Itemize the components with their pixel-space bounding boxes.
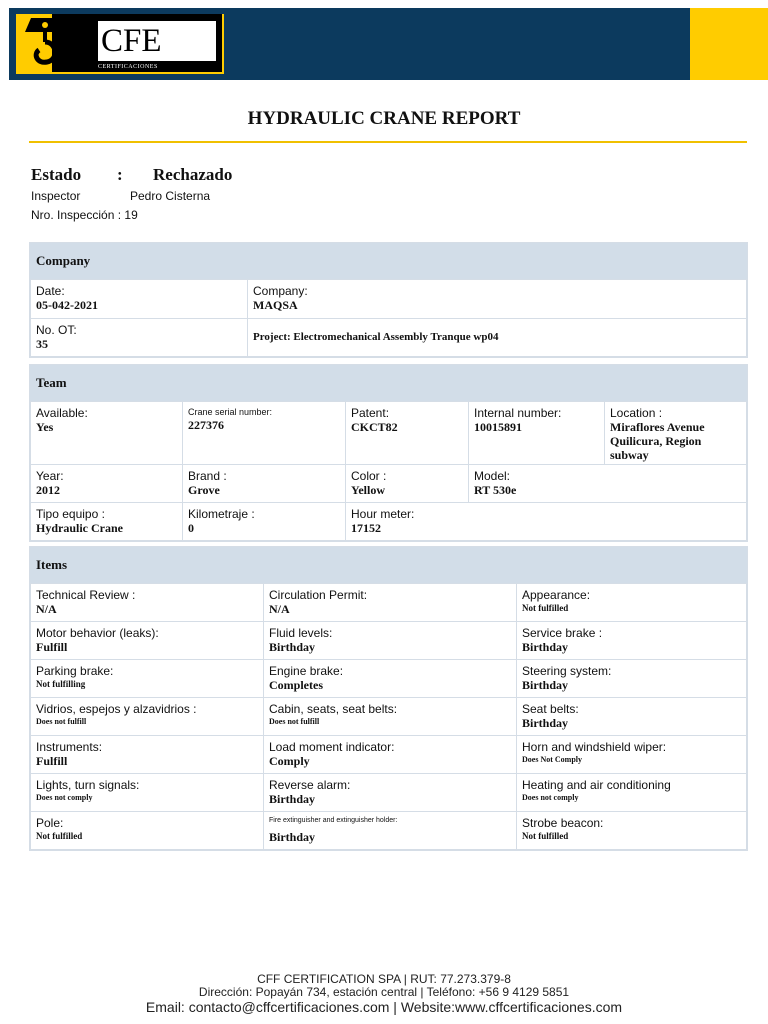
item-value: Does not comply bbox=[522, 793, 579, 802]
item-label: Strobe beacon: bbox=[522, 816, 604, 830]
year-cell bbox=[31, 465, 183, 503]
item-cell bbox=[264, 584, 517, 622]
item-label: Service brake : bbox=[522, 626, 603, 640]
item-value: Not fulfilled bbox=[36, 831, 83, 841]
model-value: RT 530e bbox=[474, 483, 517, 497]
status-value: Rechazado bbox=[153, 165, 233, 184]
item-label: Pole: bbox=[36, 816, 64, 830]
inspector-label: Inspector bbox=[31, 189, 81, 203]
company-section-heading: Company bbox=[30, 243, 747, 279]
crane-hook-icon bbox=[17, 16, 73, 70]
ot-label: No. OT: bbox=[36, 323, 77, 337]
item-cell bbox=[31, 660, 264, 698]
item-label: Lights, turn signals: bbox=[36, 778, 140, 792]
company-logo bbox=[16, 14, 224, 74]
item-label: Parking brake: bbox=[36, 664, 114, 678]
location-cell bbox=[605, 402, 747, 465]
km-cell bbox=[183, 503, 346, 541]
date-cell bbox=[31, 280, 248, 319]
hour-meter-value: 17152 bbox=[351, 521, 381, 535]
item-label: Cabin, seats, seat belts: bbox=[269, 702, 398, 716]
item-value: Does not fulfill bbox=[269, 717, 320, 726]
item-value: Fulfill bbox=[36, 640, 68, 654]
company-value: MAQSA bbox=[253, 298, 298, 312]
team-section bbox=[29, 364, 748, 542]
logo-subtitle: CERTIFICACIONES bbox=[98, 64, 158, 70]
item-value: Fulfill bbox=[36, 754, 68, 768]
tipo-cell bbox=[31, 503, 183, 541]
item-label: Reverse alarm: bbox=[269, 778, 351, 792]
km-label: Kilometraje : bbox=[188, 507, 255, 521]
page-footer bbox=[0, 973, 768, 1015]
item-cell bbox=[264, 698, 517, 736]
inspector-line bbox=[31, 189, 210, 203]
item-label: Motor behavior (leaks): bbox=[36, 626, 159, 640]
item-label: Seat belts: bbox=[522, 702, 579, 716]
tipo-label: Tipo equipo : bbox=[36, 507, 105, 521]
table-row bbox=[31, 736, 747, 774]
item-cell bbox=[264, 736, 517, 774]
logo-text: CFE bbox=[101, 23, 162, 59]
item-label: Instruments: bbox=[36, 740, 103, 754]
km-value: 0 bbox=[188, 521, 194, 535]
item-cell bbox=[517, 698, 747, 736]
report-title: HYDRAULIC CRANE REPORT bbox=[247, 108, 521, 129]
inspection-number-value: 19 bbox=[124, 208, 138, 222]
ot-value: 35 bbox=[36, 337, 48, 351]
item-cell bbox=[517, 812, 747, 850]
brand-value: Grove bbox=[188, 483, 220, 497]
footer-company-line: CFF CERTIFICATION SPA | RUT: 77.273.379-8 bbox=[257, 972, 511, 986]
item-value: Comply bbox=[269, 754, 310, 768]
item-cell bbox=[264, 660, 517, 698]
footer-address-line: Dirección: Popayán 734, estación central | Teléfono: +56 9 4129 5851 bbox=[198, 985, 570, 999]
inspector-value: Pedro Cisterna bbox=[130, 189, 211, 203]
item-value: Birthday bbox=[269, 640, 316, 654]
item-label: Fire extinguisher and extinguisher holder: bbox=[269, 817, 398, 824]
items-section bbox=[29, 546, 748, 851]
model-cell bbox=[469, 465, 747, 503]
year-value: 2012 bbox=[36, 483, 60, 497]
patent-label: Patent: bbox=[351, 406, 390, 420]
item-label: Technical Review : bbox=[36, 588, 136, 602]
inspection-number-label: Nro. Inspección : bbox=[31, 208, 122, 222]
item-cell bbox=[31, 774, 264, 812]
item-cell bbox=[264, 812, 517, 850]
item-value: Birthday bbox=[269, 830, 316, 844]
date-label: Date: bbox=[36, 284, 65, 298]
hour-meter-label: Hour meter: bbox=[351, 507, 415, 521]
brand-label: Brand : bbox=[188, 469, 227, 483]
item-value: N/A bbox=[36, 602, 57, 616]
item-cell bbox=[31, 622, 264, 660]
company-label: Company: bbox=[253, 284, 308, 298]
header-accent bbox=[690, 8, 768, 80]
table-row bbox=[31, 774, 747, 812]
company-cell bbox=[248, 280, 747, 319]
item-label: Horn and windshield wiper: bbox=[522, 740, 667, 754]
item-cell bbox=[517, 584, 747, 622]
patent-cell bbox=[346, 402, 469, 465]
item-label: Steering system: bbox=[522, 664, 612, 678]
serial-label: Crane serial number: bbox=[188, 407, 273, 417]
ot-cell bbox=[31, 319, 248, 357]
item-value: Does Not Comply bbox=[522, 755, 582, 764]
serial-value: 227376 bbox=[188, 418, 224, 432]
item-label: Engine brake: bbox=[269, 664, 344, 678]
available-cell bbox=[31, 402, 183, 465]
item-cell bbox=[517, 736, 747, 774]
item-value: Does not comply bbox=[36, 793, 93, 802]
company-table bbox=[30, 279, 747, 357]
brand-cell bbox=[183, 465, 346, 503]
table-row bbox=[31, 584, 747, 622]
title-divider bbox=[29, 141, 747, 143]
item-label: Heating and air conditioning bbox=[522, 778, 671, 792]
item-value: Does not fulfill bbox=[36, 717, 87, 726]
patent-value: CKCT82 bbox=[351, 420, 398, 434]
color-cell bbox=[346, 465, 469, 503]
available-label: Available: bbox=[36, 406, 88, 420]
item-value: Birthday bbox=[522, 678, 569, 692]
item-value: Not fulfilled bbox=[522, 831, 569, 841]
table-row bbox=[31, 698, 747, 736]
item-label: Load moment indicator: bbox=[269, 740, 395, 754]
table-row bbox=[31, 622, 747, 660]
internal-number-value: 10015891 bbox=[474, 420, 522, 434]
team-section-heading: Team bbox=[30, 365, 747, 401]
table-row bbox=[31, 660, 747, 698]
serial-cell bbox=[183, 402, 346, 465]
item-cell bbox=[31, 812, 264, 850]
internal-number-label: Internal number: bbox=[474, 406, 562, 420]
item-value: Not fulfilled bbox=[522, 603, 569, 613]
item-value: N/A bbox=[269, 602, 290, 616]
item-cell bbox=[31, 736, 264, 774]
model-label: Model: bbox=[474, 469, 511, 483]
item-cell bbox=[264, 622, 517, 660]
footer-contact-line: Email: contacto@cffcertificaciones.com | Website:www.cffcertificaciones.com bbox=[145, 999, 623, 1015]
location-value: Miraflores Avenue Quilicura, Region subway bbox=[610, 420, 705, 462]
item-label: Fluid levels: bbox=[269, 626, 333, 640]
location-label: Location : bbox=[610, 406, 663, 420]
project-value: Project: Electromechanical Assembly Tranque wp04 bbox=[248, 319, 747, 357]
item-value: Not fulfilling bbox=[36, 679, 86, 689]
hour-meter-cell bbox=[346, 503, 747, 541]
table-row bbox=[31, 812, 747, 850]
item-label: Circulation Permit: bbox=[269, 588, 368, 602]
item-label: Appearance: bbox=[522, 588, 591, 602]
page-header bbox=[9, 8, 768, 80]
item-cell bbox=[517, 622, 747, 660]
tipo-value: Hydraulic Crane bbox=[36, 521, 123, 535]
item-cell bbox=[517, 660, 747, 698]
item-value: Birthday bbox=[522, 716, 569, 730]
item-value: Completes bbox=[269, 678, 323, 692]
status-separator: : bbox=[117, 165, 123, 184]
date-value: 05-042-2021 bbox=[36, 298, 98, 312]
team-table bbox=[30, 401, 747, 541]
item-value: Birthday bbox=[269, 792, 316, 806]
company-section bbox=[29, 242, 748, 358]
item-cell bbox=[264, 774, 517, 812]
color-label: Color : bbox=[351, 469, 387, 483]
item-value: Birthday bbox=[522, 640, 569, 654]
item-cell bbox=[31, 698, 264, 736]
internal-number-cell bbox=[469, 402, 605, 465]
status-line bbox=[31, 165, 232, 185]
year-label: Year: bbox=[36, 469, 64, 483]
available-value: Yes bbox=[36, 420, 54, 434]
items-table bbox=[30, 583, 747, 850]
item-cell bbox=[517, 774, 747, 812]
items-section-heading: Items bbox=[30, 547, 747, 583]
status-label: Estado bbox=[31, 165, 82, 184]
inspection-number-line bbox=[31, 208, 138, 222]
item-cell bbox=[31, 584, 264, 622]
color-value: Yellow bbox=[351, 483, 385, 497]
item-label: Vidrios, espejos y alzavidrios : bbox=[36, 702, 197, 716]
